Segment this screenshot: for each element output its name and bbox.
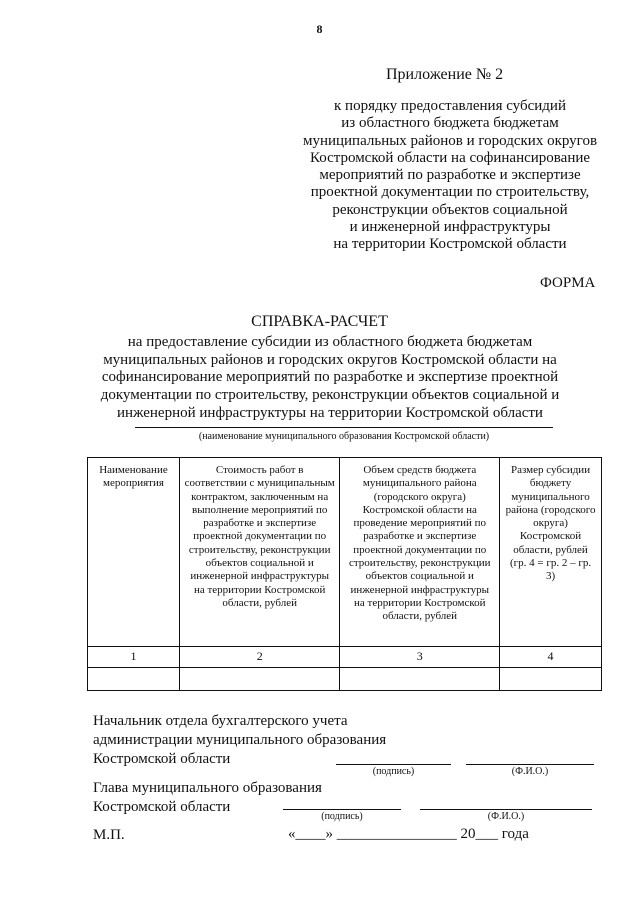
municipality-signature-field[interactable] xyxy=(283,809,401,810)
document-subheading xyxy=(80,334,580,423)
appendix-line: на территории Костромской области xyxy=(333,236,567,253)
appendix-title: Приложение № 2 xyxy=(386,66,504,83)
table-row xyxy=(88,668,602,691)
calculation-table xyxy=(87,457,602,691)
signature-title-line: Глава муниципального образования xyxy=(93,780,322,796)
header-cell: Наименование мероприятия xyxy=(88,458,180,647)
signature-title-line: Костромской области xyxy=(93,751,231,767)
form-label: ФОРМА xyxy=(540,275,596,291)
accounting-signature-field[interactable] xyxy=(336,764,451,765)
appendix-description xyxy=(300,98,600,254)
municipality-name-field[interactable] xyxy=(420,809,592,810)
municipality-caption: (наименование муниципального образования Костромской области) xyxy=(198,431,490,442)
name-caption: (Ф.И.О.) xyxy=(487,811,525,822)
municipality-name-field[interactable] xyxy=(135,427,553,428)
subheading-line: муниципальных районов и городских округов Костромской области на xyxy=(103,351,557,368)
column-number-row xyxy=(88,647,602,668)
empty-cell[interactable] xyxy=(179,668,340,691)
accounting-name-field[interactable] xyxy=(466,764,594,765)
subheading-line: документации по строительству, реконструкции объектов социальной и xyxy=(100,387,560,404)
appendix-line: из областного бюджета бюджетам xyxy=(341,115,559,132)
appendix-line: мероприятий по разработке и экспертизе xyxy=(319,167,581,184)
appendix-line: Костромской области на софинансирование xyxy=(309,149,591,166)
name-caption: (Ф.И.О.) xyxy=(511,766,549,777)
table-header-row xyxy=(88,458,602,647)
appendix-line: реконструкции объектов социальной xyxy=(332,201,568,218)
appendix-line: и инженерной инфраструктуры xyxy=(349,219,551,236)
subheading-line: на предоставление субсидии из областного бюджета бюджетам xyxy=(127,334,533,350)
header-cell: Объем средств бюджета муниципального района (городского округа) Костромской области на проведение мероприятий по разработке и экспертизе проектной документации по строительству, реконструкции объектов социальной и инженерной инфраструктуры на территории Костромской области, рублей xyxy=(340,458,500,647)
page-number: 8 xyxy=(316,22,323,36)
empty-cell[interactable] xyxy=(500,668,602,691)
date-field[interactable]: «____» ________________ 20___ года xyxy=(288,826,529,842)
signature-caption: (подпись) xyxy=(372,766,415,777)
signature-title-line: Начальник отдела бухгалтерского учета xyxy=(93,713,348,729)
appendix-line: муниципальных районов и городских округов xyxy=(302,132,598,149)
header-cell: Стоимость работ в соответствии с муниципальным контрактом, заключенным на выполнение мероприятий по разработке и экспертизе проектной документации по строительству, реконструкции объектов социальной и инженерной инфраструктуры на территории Костромской области, рублей xyxy=(179,458,340,647)
empty-cell[interactable] xyxy=(340,668,500,691)
document-heading: СПРАВКА-РАСЧЕТ xyxy=(251,313,388,330)
empty-cell[interactable] xyxy=(88,668,180,691)
column-number: 3 xyxy=(340,647,500,668)
header-cell: Размер субсидии бюджету муниципального района (городского округа) Костромской области, рублей (гр. 4 = гр. 2 – гр. 3) xyxy=(500,458,602,647)
appendix-line: проектной документации по строительству, xyxy=(310,184,590,201)
subheading-line: софинансирование мероприятий по разработке и экспертизе проектной xyxy=(101,369,559,386)
column-number: 4 xyxy=(500,647,602,668)
subheading-line: инженерной инфраструктуры на территории Костромской области xyxy=(117,404,543,421)
signature-title-line: Костромской области xyxy=(93,799,231,815)
accounting-head-title xyxy=(93,712,386,769)
column-number: 2 xyxy=(179,647,340,668)
seal-placeholder: М.П. xyxy=(93,827,125,843)
signature-caption: (подпись) xyxy=(321,811,363,822)
appendix-line: к порядку предоставления субсидий xyxy=(334,98,566,114)
signature-title-line: администрации муниципального образования xyxy=(93,732,387,748)
column-number: 1 xyxy=(88,647,180,668)
